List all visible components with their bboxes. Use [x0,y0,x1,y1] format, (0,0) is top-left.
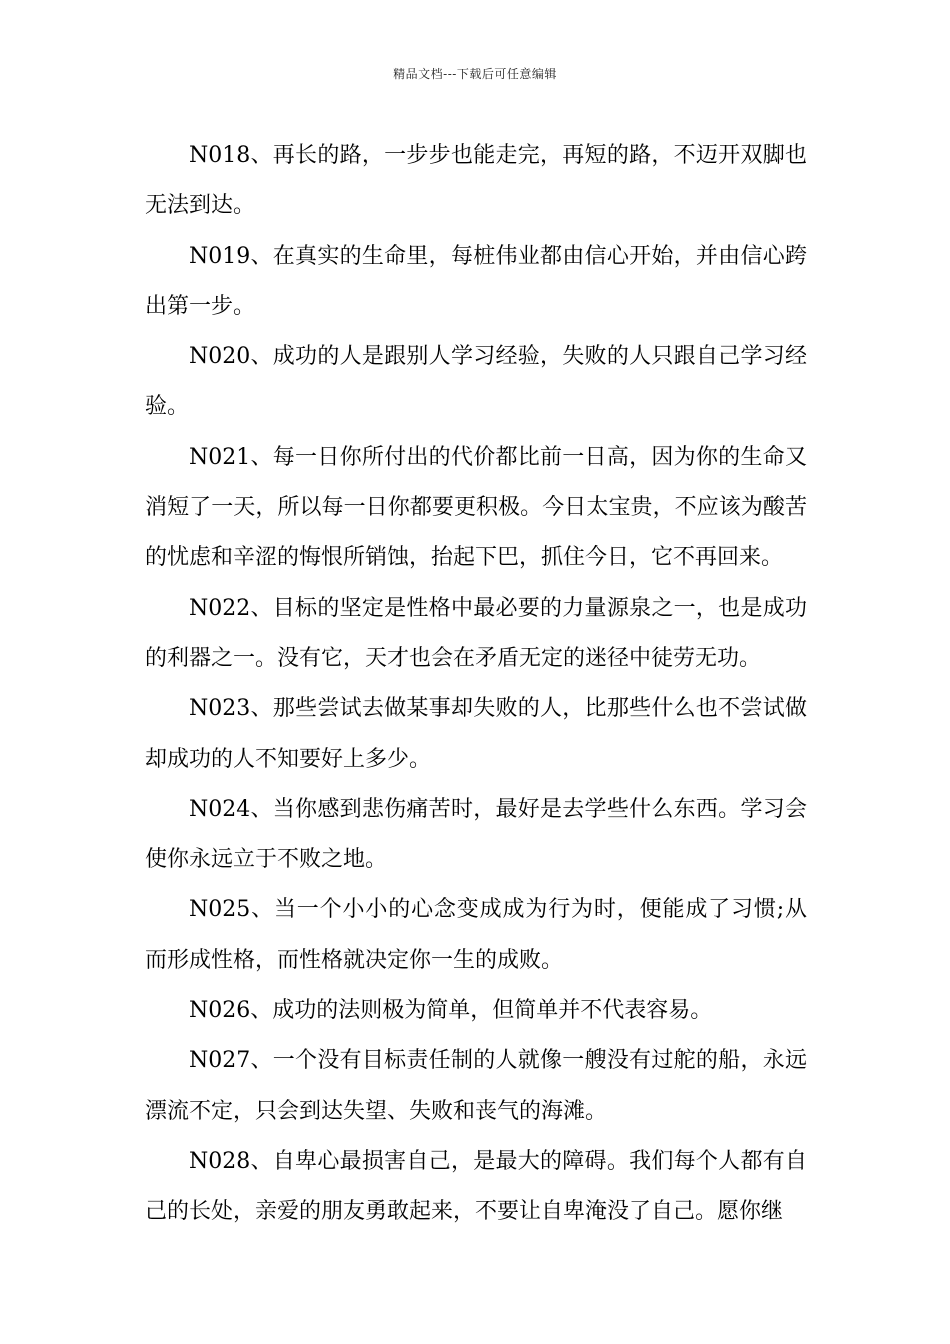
paragraph-n028: N028、自卑心最损害自己，是最大的障碍。我们每个人都有自己的长处，亲爱的朋友勇敢起来，不要让自卑淹没了自己。愿你继 [145,1148,807,1225]
paragraph-n025: N025、当一个小小的心念变成成为行为时，便能成了习惯;从而形成性格，而性格就决定你一生的成败。 [145,897,807,973]
paragraph-n020: N020、成功的人是跟别人学习经验，失败的人只跟自己学习经验。 [145,344,807,420]
paragraph-n023: N023、那些尝试去做某事却失败的人，比那些什么也不尝试做却成功的人不知要好上多少。 [145,696,807,772]
paragraph-n026: N026、成功的法则极为简单，但简单并不代表容易。 [189,998,713,1024]
document-body [145,131,807,1238]
page-header: 精品文档---下载后可任意编辑 [393,67,557,81]
paragraph-n019: N019、在真实的生命里，每桩伟业都由信心开始，并由信心跨出第一步。 [145,243,807,319]
paragraph-n022: N022、目标的坚定是性格中最必要的力量源泉之一，也是成功的利器之一。没有它，天才也会在矛盾无定的迷径中徒劳无功。 [145,595,807,671]
paragraph-n018: N018、再长的路，一步步也能走完，再短的路，不迈开双脚也无法到达。 [145,143,807,219]
paragraph-n027: N027、一个没有目标责任制的人就像一艘没有过舵的船，永远漂流不定，只会到达失望、失败和丧气的海滩。 [145,1048,807,1124]
paragraph-n024: N024、当你感到悲伤痛苦时，最好是去学些什么东西。学习会使你永远立于不败之地。 [145,796,807,873]
paragraph-n021: N021、每一日你所付出的代价都比前一日高，因为你的生命又消短了一天，所以每一日你都要更积极。今日太宝贵，不应该为酸苦的忧虑和辛涩的悔恨所销蚀，抬起下巴，抓住今日，它不再回来。 [145,444,807,571]
